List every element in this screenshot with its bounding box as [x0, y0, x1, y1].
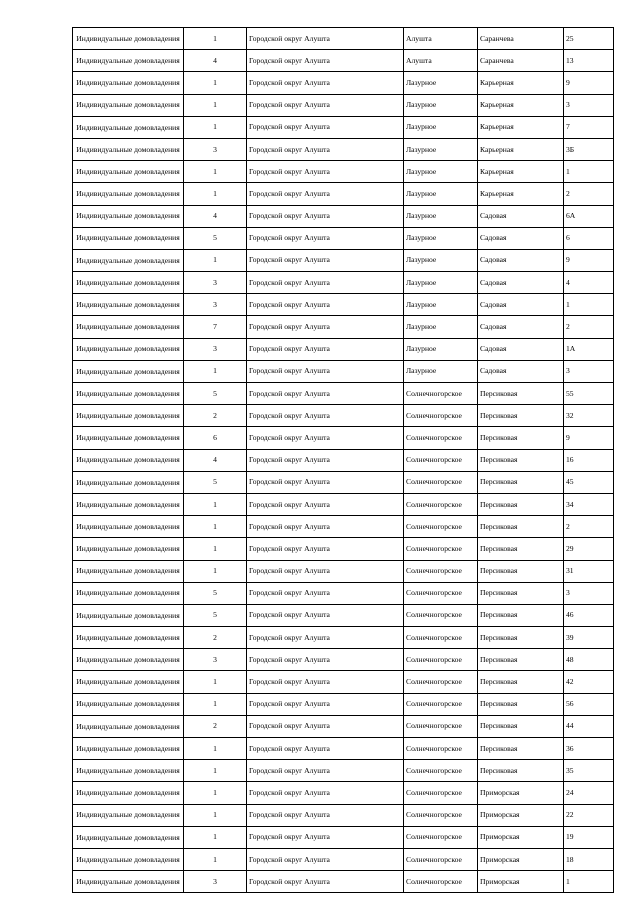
- row-street-cell: Садовая: [478, 227, 564, 249]
- row-municipality-cell: Городской округ Алушта: [247, 627, 404, 649]
- row-street-cell: Карьерная: [478, 72, 564, 94]
- table-row: [73, 161, 614, 183]
- row-count-cell: 2: [184, 405, 247, 427]
- row-house-number-cell: 42: [564, 671, 614, 693]
- row-municipality-cell: Городской округ Алушта: [247, 516, 404, 538]
- row-locality-cell: Солнечногорское: [404, 516, 478, 538]
- row-locality-cell: Солнечногорское: [404, 493, 478, 515]
- row-municipality-cell: Городской округ Алушта: [247, 94, 404, 116]
- row-municipality-cell: Городской округ Алушта: [247, 138, 404, 160]
- row-type-cell: Индивидуальные домовладения: [73, 649, 184, 671]
- row-municipality-cell: Городской округ Алушта: [247, 804, 404, 826]
- table-row: [73, 427, 614, 449]
- row-locality-cell: Лазурное: [404, 183, 478, 205]
- row-locality-cell: Солнечногорское: [404, 405, 478, 427]
- row-house-number-cell: 35: [564, 760, 614, 782]
- row-house-number-cell: 16: [564, 449, 614, 471]
- row-street-cell: Садовая: [478, 205, 564, 227]
- row-locality-cell: Солнечногорское: [404, 693, 478, 715]
- row-locality-cell: Лазурное: [404, 272, 478, 294]
- row-municipality-cell: Городской округ Алушта: [247, 427, 404, 449]
- row-municipality-cell: Городской округ Алушта: [247, 205, 404, 227]
- table-row: [73, 493, 614, 515]
- table-row: [73, 94, 614, 116]
- row-street-cell: Приморская: [478, 848, 564, 870]
- row-locality-cell: Лазурное: [404, 316, 478, 338]
- row-type-cell: Индивидуальные домовладения: [73, 582, 184, 604]
- row-street-cell: Карьерная: [478, 94, 564, 116]
- row-street-cell: Персиковая: [478, 738, 564, 760]
- row-locality-cell: Алушта: [404, 50, 478, 72]
- row-type-cell: Индивидуальные домовладения: [73, 848, 184, 870]
- row-house-number-cell: 34: [564, 493, 614, 515]
- row-street-cell: Приморская: [478, 871, 564, 893]
- table-row: [73, 693, 614, 715]
- row-house-number-cell: 7: [564, 116, 614, 138]
- row-municipality-cell: Городской округ Алушта: [247, 316, 404, 338]
- row-house-number-cell: 3: [564, 582, 614, 604]
- row-count-cell: 5: [184, 582, 247, 604]
- row-locality-cell: Лазурное: [404, 116, 478, 138]
- row-locality-cell: Алушта: [404, 28, 478, 50]
- row-count-cell: 1: [184, 161, 247, 183]
- row-locality-cell: Солнечногорское: [404, 649, 478, 671]
- row-type-cell: Индивидуальные домовладения: [73, 205, 184, 227]
- row-municipality-cell: Городской округ Алушта: [247, 405, 404, 427]
- row-street-cell: Садовая: [478, 294, 564, 316]
- row-type-cell: Индивидуальные домовладения: [73, 760, 184, 782]
- row-municipality-cell: Городской округ Алушта: [247, 782, 404, 804]
- row-house-number-cell: 1: [564, 294, 614, 316]
- table-row: [73, 449, 614, 471]
- row-street-cell: Персиковая: [478, 383, 564, 405]
- row-locality-cell: Солнечногорское: [404, 582, 478, 604]
- row-locality-cell: Лазурное: [404, 94, 478, 116]
- row-type-cell: Индивидуальные домовладения: [73, 383, 184, 405]
- row-count-cell: 1: [184, 826, 247, 848]
- row-municipality-cell: Городской округ Алушта: [247, 760, 404, 782]
- row-house-number-cell: 9: [564, 249, 614, 271]
- row-locality-cell: Солнечногорское: [404, 671, 478, 693]
- row-type-cell: Индивидуальные домовладения: [73, 516, 184, 538]
- row-locality-cell: Солнечногорское: [404, 383, 478, 405]
- row-municipality-cell: Городской округ Алушта: [247, 183, 404, 205]
- row-locality-cell: Лазурное: [404, 205, 478, 227]
- row-street-cell: Персиковая: [478, 449, 564, 471]
- row-street-cell: Карьерная: [478, 161, 564, 183]
- table-row: [73, 604, 614, 626]
- table-row: [73, 183, 614, 205]
- row-locality-cell: Солнечногорское: [404, 427, 478, 449]
- row-street-cell: Персиковая: [478, 649, 564, 671]
- table-row: [73, 804, 614, 826]
- row-house-number-cell: 32: [564, 405, 614, 427]
- row-locality-cell: Солнечногорское: [404, 760, 478, 782]
- row-house-number-cell: 48: [564, 649, 614, 671]
- row-locality-cell: Солнечногорское: [404, 604, 478, 626]
- address-table-sheet: [72, 27, 613, 893]
- row-house-number-cell: 18: [564, 848, 614, 870]
- row-count-cell: 3: [184, 649, 247, 671]
- table-row: [73, 627, 614, 649]
- row-count-cell: 3: [184, 338, 247, 360]
- row-house-number-cell: 45: [564, 471, 614, 493]
- row-house-number-cell: 3: [564, 94, 614, 116]
- table-row: [73, 272, 614, 294]
- row-house-number-cell: 39: [564, 627, 614, 649]
- row-street-cell: Персиковая: [478, 405, 564, 427]
- row-house-number-cell: 56: [564, 693, 614, 715]
- row-house-number-cell: 44: [564, 715, 614, 737]
- table-row: [73, 338, 614, 360]
- row-type-cell: Индивидуальные домовладения: [73, 427, 184, 449]
- row-street-cell: Приморская: [478, 826, 564, 848]
- row-type-cell: Индивидуальные домовладения: [73, 227, 184, 249]
- row-municipality-cell: Городской округ Алушта: [247, 649, 404, 671]
- row-type-cell: Индивидуальные домовладения: [73, 338, 184, 360]
- row-locality-cell: Лазурное: [404, 360, 478, 382]
- row-municipality-cell: Городской округ Алушта: [247, 738, 404, 760]
- row-type-cell: Индивидуальные домовладения: [73, 560, 184, 582]
- row-municipality-cell: Городской округ Алушта: [247, 671, 404, 693]
- row-street-cell: Персиковая: [478, 627, 564, 649]
- row-house-number-cell: 6: [564, 227, 614, 249]
- table-row: [73, 649, 614, 671]
- row-locality-cell: Солнечногорское: [404, 738, 478, 760]
- table-row: [73, 383, 614, 405]
- table-row: [73, 471, 614, 493]
- row-type-cell: Индивидуальные домовладения: [73, 826, 184, 848]
- row-municipality-cell: Городской округ Алушта: [247, 848, 404, 870]
- row-type-cell: Индивидуальные домовладения: [73, 449, 184, 471]
- row-count-cell: 1: [184, 516, 247, 538]
- row-type-cell: Индивидуальные домовладения: [73, 161, 184, 183]
- row-municipality-cell: Городской округ Алушта: [247, 538, 404, 560]
- row-count-cell: 2: [184, 627, 247, 649]
- row-count-cell: 1: [184, 493, 247, 515]
- row-municipality-cell: Городской округ Алушта: [247, 360, 404, 382]
- table-row: [73, 28, 614, 50]
- row-street-cell: Персиковая: [478, 671, 564, 693]
- row-type-cell: Индивидуальные домовладения: [73, 28, 184, 50]
- table-row: [73, 72, 614, 94]
- row-type-cell: Индивидуальные домовладения: [73, 804, 184, 826]
- row-locality-cell: Лазурное: [404, 338, 478, 360]
- row-municipality-cell: Городской округ Алушта: [247, 383, 404, 405]
- row-count-cell: 1: [184, 560, 247, 582]
- row-street-cell: Карьерная: [478, 183, 564, 205]
- row-locality-cell: Солнечногорское: [404, 871, 478, 893]
- row-house-number-cell: 24: [564, 782, 614, 804]
- table-row: [73, 538, 614, 560]
- row-count-cell: 2: [184, 715, 247, 737]
- row-count-cell: 1: [184, 249, 247, 271]
- row-type-cell: Индивидуальные домовладения: [73, 272, 184, 294]
- row-municipality-cell: Городской округ Алушта: [247, 338, 404, 360]
- row-house-number-cell: 19: [564, 826, 614, 848]
- table-row: [73, 227, 614, 249]
- row-count-cell: 5: [184, 471, 247, 493]
- row-locality-cell: Солнечногорское: [404, 538, 478, 560]
- row-street-cell: Садовая: [478, 338, 564, 360]
- row-house-number-cell: 13: [564, 50, 614, 72]
- row-type-cell: Индивидуальные домовладения: [73, 693, 184, 715]
- row-locality-cell: Солнечногорское: [404, 560, 478, 582]
- row-locality-cell: Солнечногорское: [404, 471, 478, 493]
- table-body: [73, 28, 614, 893]
- row-house-number-cell: 46: [564, 604, 614, 626]
- row-count-cell: 3: [184, 272, 247, 294]
- row-house-number-cell: 9: [564, 72, 614, 94]
- row-house-number-cell: 6А: [564, 205, 614, 227]
- row-locality-cell: Лазурное: [404, 138, 478, 160]
- table-row: [73, 871, 614, 893]
- row-house-number-cell: 36: [564, 738, 614, 760]
- table-row: [73, 582, 614, 604]
- row-count-cell: 7: [184, 316, 247, 338]
- row-count-cell: 4: [184, 50, 247, 72]
- row-street-cell: Персиковая: [478, 582, 564, 604]
- row-type-cell: Индивидуальные домовладения: [73, 316, 184, 338]
- row-locality-cell: Лазурное: [404, 227, 478, 249]
- table-row: [73, 138, 614, 160]
- row-type-cell: Индивидуальные домовладения: [73, 782, 184, 804]
- row-count-cell: 1: [184, 183, 247, 205]
- row-locality-cell: Лазурное: [404, 161, 478, 183]
- row-type-cell: Индивидуальные домовладения: [73, 360, 184, 382]
- row-house-number-cell: 3: [564, 360, 614, 382]
- row-house-number-cell: 3Б: [564, 138, 614, 160]
- table-row: [73, 50, 614, 72]
- table-row: [73, 205, 614, 227]
- table-row: [73, 249, 614, 271]
- row-type-cell: Индивидуальные домовладения: [73, 538, 184, 560]
- row-count-cell: 1: [184, 848, 247, 870]
- row-municipality-cell: Городской округ Алушта: [247, 249, 404, 271]
- table-row: [73, 560, 614, 582]
- row-count-cell: 1: [184, 693, 247, 715]
- row-house-number-cell: 2: [564, 516, 614, 538]
- row-municipality-cell: Городской округ Алушта: [247, 582, 404, 604]
- row-municipality-cell: Городской округ Алушта: [247, 28, 404, 50]
- row-type-cell: Индивидуальные домовладения: [73, 72, 184, 94]
- row-municipality-cell: Городской округ Алушта: [247, 826, 404, 848]
- row-street-cell: Приморская: [478, 804, 564, 826]
- row-house-number-cell: 2: [564, 183, 614, 205]
- row-locality-cell: Лазурное: [404, 72, 478, 94]
- row-street-cell: Карьерная: [478, 116, 564, 138]
- row-municipality-cell: Городской округ Алушта: [247, 493, 404, 515]
- row-street-cell: Садовая: [478, 249, 564, 271]
- row-municipality-cell: Городской округ Алушта: [247, 294, 404, 316]
- row-type-cell: Индивидуальные домовладения: [73, 493, 184, 515]
- row-municipality-cell: Городской округ Алушта: [247, 161, 404, 183]
- row-count-cell: 5: [184, 604, 247, 626]
- row-municipality-cell: Городской округ Алушта: [247, 560, 404, 582]
- row-type-cell: Индивидуальные домовладения: [73, 50, 184, 72]
- row-municipality-cell: Городской округ Алушта: [247, 227, 404, 249]
- row-municipality-cell: Городской округ Алушта: [247, 272, 404, 294]
- row-municipality-cell: Городской округ Алушта: [247, 449, 404, 471]
- row-count-cell: 3: [184, 138, 247, 160]
- table-row: [73, 294, 614, 316]
- row-house-number-cell: 31: [564, 560, 614, 582]
- row-count-cell: 1: [184, 782, 247, 804]
- row-municipality-cell: Городской округ Алушта: [247, 116, 404, 138]
- row-type-cell: Индивидуальные домовладения: [73, 249, 184, 271]
- row-locality-cell: Солнечногорское: [404, 449, 478, 471]
- row-count-cell: 4: [184, 205, 247, 227]
- row-house-number-cell: 9: [564, 427, 614, 449]
- table-row: [73, 671, 614, 693]
- row-count-cell: 6: [184, 427, 247, 449]
- row-type-cell: Индивидуальные домовладения: [73, 294, 184, 316]
- table-row: [73, 516, 614, 538]
- row-locality-cell: Солнечногорское: [404, 715, 478, 737]
- row-count-cell: 1: [184, 738, 247, 760]
- row-municipality-cell: Городской округ Алушта: [247, 715, 404, 737]
- row-street-cell: Садовая: [478, 272, 564, 294]
- row-municipality-cell: Городской округ Алушта: [247, 471, 404, 493]
- row-count-cell: 1: [184, 116, 247, 138]
- row-type-cell: Индивидуальные домовладения: [73, 871, 184, 893]
- row-house-number-cell: 25: [564, 28, 614, 50]
- row-street-cell: Персиковая: [478, 604, 564, 626]
- row-locality-cell: Лазурное: [404, 294, 478, 316]
- row-count-cell: 1: [184, 94, 247, 116]
- row-type-cell: Индивидуальные домовладения: [73, 671, 184, 693]
- row-count-cell: 3: [184, 294, 247, 316]
- row-type-cell: Индивидуальные домовладения: [73, 738, 184, 760]
- row-street-cell: Персиковая: [478, 516, 564, 538]
- row-type-cell: Индивидуальные домовладения: [73, 627, 184, 649]
- row-street-cell: Персиковая: [478, 560, 564, 582]
- row-street-cell: Персиковая: [478, 538, 564, 560]
- row-locality-cell: Лазурное: [404, 249, 478, 271]
- row-locality-cell: Солнечногорское: [404, 826, 478, 848]
- row-type-cell: Индивидуальные домовладения: [73, 604, 184, 626]
- row-count-cell: 1: [184, 671, 247, 693]
- row-house-number-cell: 1А: [564, 338, 614, 360]
- table-row: [73, 760, 614, 782]
- row-count-cell: 5: [184, 227, 247, 249]
- row-street-cell: Саранчева: [478, 50, 564, 72]
- table-row: [73, 116, 614, 138]
- table-row: [73, 316, 614, 338]
- row-count-cell: 1: [184, 360, 247, 382]
- table-row: [73, 715, 614, 737]
- row-house-number-cell: 22: [564, 804, 614, 826]
- row-street-cell: Приморская: [478, 782, 564, 804]
- row-count-cell: 1: [184, 28, 247, 50]
- row-street-cell: Саранчева: [478, 28, 564, 50]
- row-locality-cell: Солнечногорское: [404, 804, 478, 826]
- row-locality-cell: Солнечногорское: [404, 782, 478, 804]
- row-count-cell: 3: [184, 871, 247, 893]
- row-municipality-cell: Городской округ Алушта: [247, 72, 404, 94]
- table-row: [73, 360, 614, 382]
- row-type-cell: Индивидуальные домовладения: [73, 715, 184, 737]
- row-street-cell: Персиковая: [478, 715, 564, 737]
- row-count-cell: 1: [184, 760, 247, 782]
- row-street-cell: Персиковая: [478, 760, 564, 782]
- table-row: [73, 826, 614, 848]
- row-count-cell: 1: [184, 538, 247, 560]
- row-street-cell: Карьерная: [478, 138, 564, 160]
- address-table: [72, 27, 614, 893]
- row-type-cell: Индивидуальные домовладения: [73, 138, 184, 160]
- row-house-number-cell: 4: [564, 272, 614, 294]
- row-house-number-cell: 1: [564, 871, 614, 893]
- row-type-cell: Индивидуальные домовладения: [73, 405, 184, 427]
- table-row: [73, 782, 614, 804]
- row-street-cell: Персиковая: [478, 471, 564, 493]
- row-count-cell: 1: [184, 804, 247, 826]
- row-street-cell: Садовая: [478, 360, 564, 382]
- row-count-cell: 4: [184, 449, 247, 471]
- row-count-cell: 1: [184, 72, 247, 94]
- row-count-cell: 5: [184, 383, 247, 405]
- row-municipality-cell: Городской округ Алушта: [247, 693, 404, 715]
- row-house-number-cell: 1: [564, 161, 614, 183]
- table-row: [73, 848, 614, 870]
- row-type-cell: Индивидуальные домовладения: [73, 471, 184, 493]
- row-house-number-cell: 2: [564, 316, 614, 338]
- row-type-cell: Индивидуальные домовладения: [73, 183, 184, 205]
- row-municipality-cell: Городской округ Алушта: [247, 871, 404, 893]
- row-type-cell: Индивидуальные домовладения: [73, 116, 184, 138]
- row-house-number-cell: 55: [564, 383, 614, 405]
- row-locality-cell: Солнечногорское: [404, 627, 478, 649]
- row-municipality-cell: Городской округ Алушта: [247, 50, 404, 72]
- row-house-number-cell: 29: [564, 538, 614, 560]
- row-locality-cell: Солнечногорское: [404, 848, 478, 870]
- row-street-cell: Садовая: [478, 316, 564, 338]
- row-street-cell: Персиковая: [478, 693, 564, 715]
- row-type-cell: Индивидуальные домовладения: [73, 94, 184, 116]
- table-row: [73, 405, 614, 427]
- row-municipality-cell: Городской округ Алушта: [247, 604, 404, 626]
- row-street-cell: Персиковая: [478, 427, 564, 449]
- row-street-cell: Персиковая: [478, 493, 564, 515]
- table-row: [73, 738, 614, 760]
